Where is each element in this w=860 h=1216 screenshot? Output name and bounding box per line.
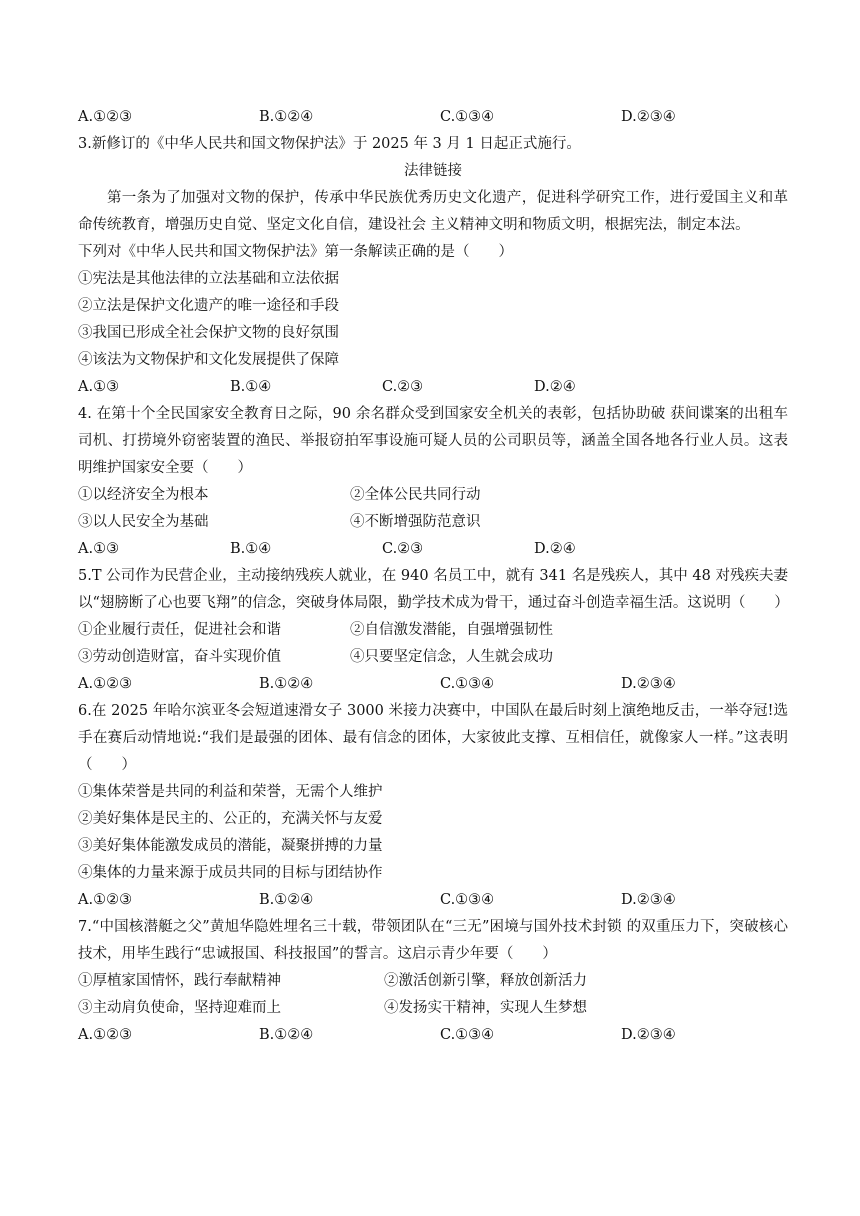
q3-item-4: ④该法为文物保护和文化发展提供了保障	[78, 352, 339, 368]
q7-item-1: ①厚植家国情怀，践行奉献精神	[78, 973, 281, 989]
q3-question: 下列对《中华人民共和国文物保护法》第一条解读正确的是（ ）	[78, 244, 513, 260]
q5-items-row-1	[78, 617, 788, 644]
option-a: A.①③	[78, 541, 120, 557]
q6-item-4: ④集体的力量来源于成员共同的目标与团结协作	[78, 865, 383, 881]
option-d: D.②③④	[621, 109, 676, 125]
option-a: A.①②③	[78, 892, 133, 908]
q3-item-3: ③我国已形成全社会保护文物的良好氛围	[78, 325, 339, 341]
q6-item-2: ②美好集体是民主的、公正的，充满关怀与友爱	[78, 811, 383, 827]
q3-item-1: ①宪法是其他法律的立法基础和立法依据	[78, 271, 339, 287]
option-a: A.①②③	[78, 109, 133, 125]
option-d: D.②④	[534, 541, 576, 557]
q4-items-row-2	[78, 509, 788, 536]
q6-item-1: ①集体荣誉是共同的利益和荣誉，无需个人维护	[78, 784, 383, 800]
option-b: B.①②④	[259, 1027, 314, 1043]
option-d: D.②③④	[621, 1027, 676, 1043]
q5-items-row-2	[78, 644, 788, 671]
q3-stem: 3.新修订的《中华人民共和国文物保护法》于 2025 年 3 月 1 日起正式施行。	[78, 136, 581, 152]
option-a: A.①②③	[78, 1027, 133, 1043]
q4-item-4: ④不断增强防范意识	[350, 514, 481, 530]
q7-item-2: ②激活创新引擎，释放创新活力	[384, 973, 587, 989]
option-c: C.②③	[382, 379, 424, 395]
q4-item-2: ②全体公民共同行动	[350, 487, 481, 503]
q3-box-text: 第一条为了加强对文物的保护，传承中华民族优秀历史文化遗产，促进科学研究工作，进行爱国主义和革命传统教育，增强历史自觉、坚定文化自信，建设社会 主义精神文明和物质文明，根据宪法，制定本法。	[78, 190, 788, 233]
option-d: D.②④	[534, 379, 576, 395]
option-b: B.①④	[230, 379, 272, 395]
q3-options	[78, 374, 788, 401]
q5-item-2: ②自信激发潜能，自强增强韧性	[350, 622, 553, 638]
option-b: B.①②④	[259, 892, 314, 908]
option-b: B.①④	[230, 541, 272, 557]
q5-item-4: ④只要坚定信念，人生就会成功	[350, 649, 553, 665]
option-a: A.①③	[78, 379, 120, 395]
q5-item-1: ①企业履行责任，促进社会和谐	[78, 622, 281, 638]
q2-options	[78, 104, 788, 131]
q7-stem: 7.“中国核潜艇之父”黄旭华隐姓埋名三十载，带领团队在“三无”困境与国外技术封锁 的双重压力下，突破核心技术，用毕生践行“忠诚报国、科技报国”的誓言。这启示青少年要（ ）	[78, 919, 788, 962]
q4-item-1: ①以经济安全为根本	[78, 487, 209, 503]
option-c: C.①③④	[440, 109, 495, 125]
option-b: B.①②④	[259, 676, 314, 692]
exam-page	[78, 104, 788, 1049]
q7-item-3: ③主动肩负使命，坚持迎难而上	[78, 1000, 281, 1016]
option-d: D.②③④	[621, 676, 676, 692]
q7-items-row-2	[78, 995, 788, 1022]
option-a: A.①②③	[78, 676, 133, 692]
q3-item-2: ②立法是保护文化遗产的唯一途径和手段	[78, 298, 339, 314]
q3-box-title: 法律链接	[404, 163, 462, 179]
option-c: C.①③④	[440, 1027, 495, 1043]
q6-options	[78, 887, 788, 914]
q4-options	[78, 536, 788, 563]
option-c: C.②③	[382, 541, 424, 557]
option-c: C.①③④	[440, 676, 495, 692]
q7-options	[78, 1022, 788, 1049]
q4-items-row-1	[78, 482, 788, 509]
option-b: B.①②④	[259, 109, 314, 125]
q4-stem: 4. 在第十个全民国家安全教育日之际，90 余名群众受到国家安全机关的表彰，包括协助破 获间谍案的出租车司机、打捞境外窃密装置的渔民、举报窃拍军事设施可疑人员的公司职员等，涵盖全国各地各行业人员。这表明维护国家安全要（ ）	[78, 406, 788, 476]
q6-item-3: ③美好集体能激发成员的潜能，凝聚拼搏的力量	[78, 838, 383, 854]
q4-item-3: ③以人民安全为基础	[78, 514, 209, 530]
q7-item-4: ④发扬实干精神，实现人生梦想	[384, 1000, 587, 1016]
q7-items-row-1	[78, 968, 788, 995]
option-c: C.①③④	[440, 892, 495, 908]
q5-options	[78, 671, 788, 698]
option-d: D.②③④	[621, 892, 676, 908]
q5-stem: 5.T 公司作为民营企业，主动接纳残疾人就业，在 940 名员工中，就有 341 名是残疾人，其中 48 对残疾夫妻以“翅膀断了心也要飞翔”的信念，突破身体局限，勤学技术成为骨干，通过奋斗创造幸福生活。这说明（ ）	[78, 568, 789, 611]
q6-stem: 6.在 2025 年哈尔滨亚冬会短道速滑女子 3000 米接力决赛中，中国队在最后时刻上演绝地反击，一举夺冠!选手在赛后动情地说:“我们是最强的团体、最有信念的团体，大家彼此支撑、互相信任，就像家人一样。”这表明（ ）	[78, 703, 788, 773]
q5-item-3: ③劳动创造财富，奋斗实现价值	[78, 649, 281, 665]
